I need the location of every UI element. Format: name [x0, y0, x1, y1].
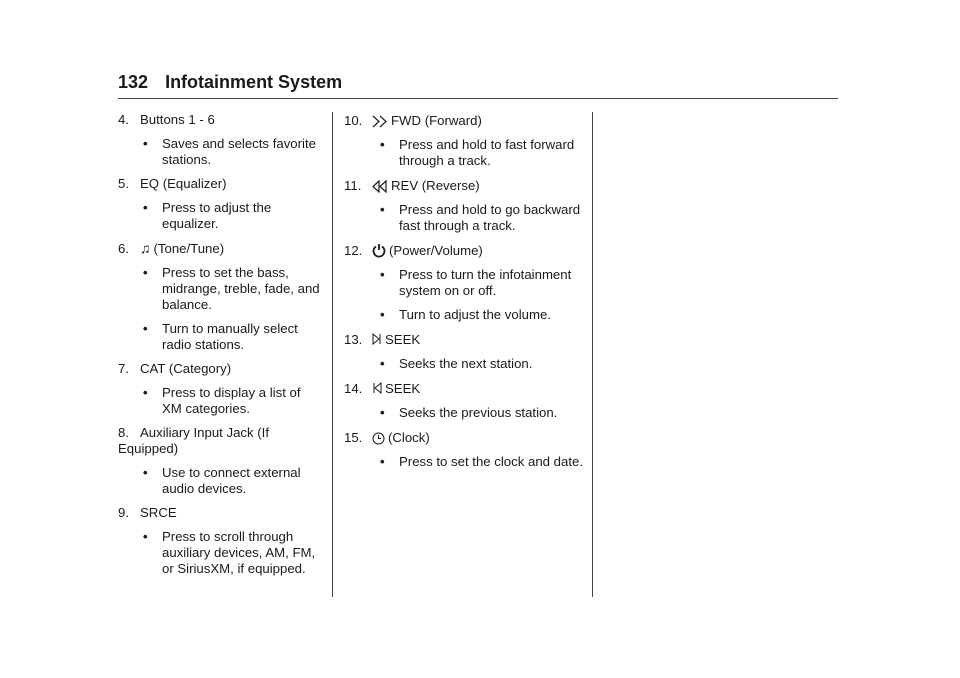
forward-icon [372, 112, 388, 128]
bullet-text: Press and hold to fast forward through a track. [399, 137, 575, 168]
left-column [118, 112, 323, 585]
bullet-item [140, 529, 323, 577]
bullet-icon: • [380, 307, 385, 322]
bullet-text: Press to set the bass, midrange, treble, fade, and balance. [162, 265, 320, 312]
bullet-text: Turn to adjust the volume. [399, 307, 551, 322]
item-title: Buttons 1 - 6 [140, 112, 215, 127]
bullet-item [140, 136, 323, 168]
bullet-item [140, 321, 323, 353]
item-title: SEEK [385, 332, 421, 347]
item-number: 4. [118, 112, 129, 127]
list-item [344, 112, 584, 169]
page-number: 132 [118, 72, 149, 92]
power-icon [372, 242, 386, 258]
bullet-icon: • [143, 529, 148, 544]
bullet-icon: • [143, 385, 148, 400]
bullet-text: Press to turn the infotainment system on or off. [399, 267, 572, 298]
list-item [344, 331, 584, 372]
item-title: (Power/Volume) [389, 243, 483, 258]
list-item [118, 505, 323, 577]
bullet-icon: • [380, 405, 385, 420]
list-item [118, 112, 323, 168]
item-title: REV (Reverse) [391, 178, 480, 193]
bullet-text: Press to display a list of XM categories. [162, 385, 301, 416]
bullet-icon: • [143, 465, 148, 480]
item-title: SEEK [385, 381, 421, 396]
bullet-item [377, 454, 584, 470]
bullet-icon: • [143, 200, 148, 215]
list-item [344, 242, 584, 323]
list-item [344, 429, 584, 470]
bullet-icon: • [380, 137, 385, 152]
bullet-text: Press to adjust the equalizer. [162, 200, 272, 231]
item-number: 11. [344, 178, 362, 193]
item-number: 10. [344, 113, 363, 128]
column-divider-left [332, 112, 333, 597]
right-column [344, 112, 584, 478]
item-number: 6. [118, 241, 129, 256]
header-rule [118, 98, 838, 99]
bullet-text: Press to scroll through auxiliary devices, AM, FM, or SiriusXM, if equipped. [162, 529, 316, 576]
item-number: 12. [344, 243, 363, 258]
bullet-icon: • [143, 136, 148, 151]
item-number: 8. [118, 425, 129, 440]
item-title: (Clock) [388, 430, 430, 445]
bullet-item [377, 356, 584, 372]
bullet-item [377, 267, 584, 299]
bullet-item [377, 137, 584, 169]
bullet-text: Turn to manually select radio stations. [162, 321, 298, 352]
seek-previous-icon [372, 380, 382, 396]
bullet-item [377, 307, 584, 323]
bullet-item [377, 405, 584, 421]
list-item [344, 380, 584, 421]
item-number: 9. [118, 505, 129, 520]
bullet-icon: • [380, 202, 385, 217]
bullet-item [377, 202, 584, 234]
bullet-text: Press and hold to go backward fast through a track. [399, 202, 581, 233]
page-header [118, 72, 342, 93]
bullet-item [140, 200, 323, 232]
bullet-item [140, 265, 323, 313]
item-number: 15. [344, 430, 363, 445]
seek-next-icon [372, 331, 382, 347]
item-number: 13. [344, 332, 363, 347]
reverse-icon [372, 177, 388, 193]
item-title: Auxiliary Input Jack (If Equipped) [118, 425, 269, 456]
bullet-icon: • [380, 267, 385, 282]
bullet-text: Seeks the next station. [399, 356, 533, 371]
item-number: 5. [118, 176, 129, 191]
clock-icon [372, 429, 385, 445]
item-number: 7. [118, 361, 129, 376]
bullet-icon: • [143, 321, 148, 336]
item-title: (Tone/Tune) [153, 241, 225, 256]
item-title: EQ (Equalizer) [140, 176, 227, 191]
item-number: 14. [344, 381, 363, 396]
tone-tune-icon: ♫ [140, 240, 151, 256]
list-item [118, 361, 323, 417]
list-item [118, 240, 323, 353]
bullet-item [140, 465, 323, 497]
bullet-icon: • [380, 454, 385, 469]
list-item [118, 176, 323, 232]
list-item [344, 177, 584, 234]
item-title: CAT (Category) [140, 361, 232, 376]
page-title: Infotainment System [165, 72, 343, 92]
bullet-icon: • [380, 356, 385, 371]
list-item [118, 425, 323, 497]
bullet-text: Seeks the previous station. [399, 405, 558, 420]
column-divider-right [592, 112, 593, 597]
item-title: FWD (Forward) [391, 113, 482, 128]
bullet-icon: • [143, 265, 148, 280]
bullet-text: Saves and selects favorite stations. [162, 136, 316, 167]
bullet-text: Press to set the clock and date. [399, 454, 583, 469]
bullet-item [140, 385, 323, 417]
item-title: SRCE [140, 505, 177, 520]
bullet-text: Use to connect external audio devices. [162, 465, 301, 496]
